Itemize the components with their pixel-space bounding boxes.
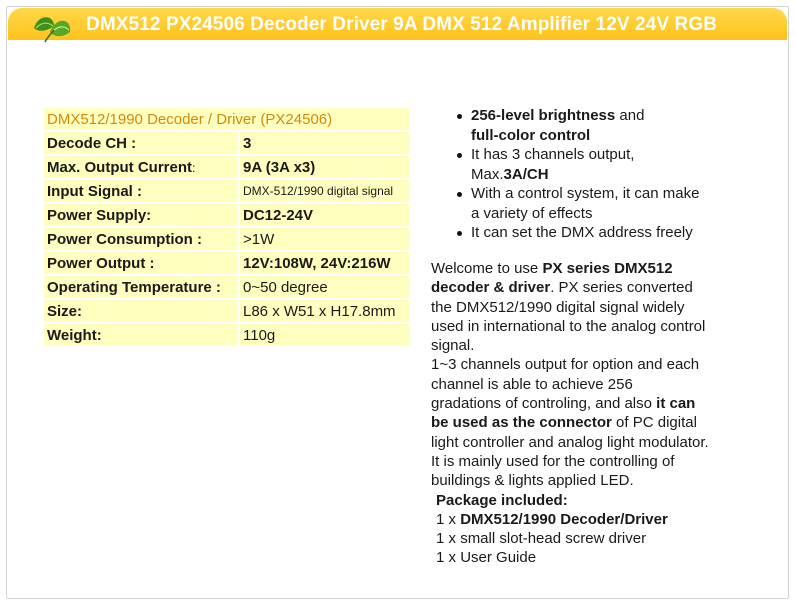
description-text: . PX series converted	[550, 279, 693, 297]
spec-value: L86 x W51 x H17.8mm	[240, 300, 410, 322]
spec-value: 0~50 degree	[240, 276, 410, 298]
spec-label: Decode CH :	[44, 132, 238, 154]
spec-label: Max. Output Current	[47, 158, 192, 176]
spec-label-cell	[44, 156, 238, 178]
description-text: of PC digital	[611, 414, 697, 432]
description-line: buildings & lights applied LED.	[431, 472, 634, 490]
feature-line	[471, 165, 754, 185]
spec-value: >1W	[240, 228, 410, 250]
list-item	[454, 145, 754, 184]
table-row	[44, 204, 410, 226]
package-item	[431, 548, 751, 567]
green-leaves-icon	[30, 12, 74, 46]
description-line	[431, 278, 751, 297]
list-item	[454, 106, 754, 145]
table-row	[44, 300, 410, 322]
description-highlight: be used as the connector	[431, 414, 612, 432]
package-item-name: DMX512/1990 Decoder/Driver	[460, 510, 668, 528]
description-line: channel is able to achieve 256	[431, 375, 633, 393]
feature-highlight: 3A/CH	[503, 165, 549, 183]
spec-table	[42, 106, 412, 348]
description-line: 1~3 channels output for option and each	[431, 356, 700, 374]
page-title: DMX512 PX24506 Decoder Driver 9A DMX 512 Amplifier 12V 24V RGB	[86, 14, 718, 35]
package-item-name: User Guide	[460, 549, 537, 567]
spec-value: 110g	[240, 324, 410, 346]
spec-label: Power Consumption :	[44, 228, 238, 250]
description-line	[431, 259, 751, 278]
description-line	[431, 413, 751, 432]
spec-label: Power Output :	[44, 252, 238, 274]
description-text: gradations of controling, and also	[431, 395, 657, 413]
feature-line: full-color control	[471, 126, 591, 144]
table-row	[44, 228, 410, 250]
package-qty: 1 x	[436, 549, 461, 567]
table-row	[44, 324, 410, 346]
description-line: used in international to the analog control	[431, 317, 706, 335]
feature-text: and	[615, 107, 645, 124]
package-title: Package included:	[436, 491, 568, 509]
spec-label: Power Supply:	[44, 204, 238, 226]
feature-line: a variety of effects	[471, 204, 593, 222]
package-qty: 1 x	[436, 510, 461, 528]
spec-table-heading: DMX512/1990 Decoder / Driver (PX24506)	[44, 108, 410, 130]
spec-label: Weight:	[44, 324, 238, 346]
spec-label: Size:	[44, 300, 238, 322]
feature-line: It can set the DMX address freely	[471, 224, 693, 241]
list-item	[454, 223, 754, 243]
package-item-name: small slot-head screw driver	[460, 530, 647, 548]
description-highlight: it can	[656, 395, 696, 413]
table-row	[44, 276, 410, 298]
spec-value: DMX-512/1990 digital signal	[240, 180, 410, 202]
spec-value: 3	[240, 132, 410, 154]
description-line: the DMX512/1990 digital signal widely	[431, 298, 685, 316]
table-row	[44, 180, 410, 202]
spec-label: Operating Temperature :	[44, 276, 238, 298]
table-row	[44, 156, 410, 178]
list-item	[454, 184, 754, 223]
package-item	[431, 510, 751, 529]
feature-list	[454, 106, 754, 243]
feature-line	[471, 106, 754, 126]
feature-line: With a control system, it can make	[471, 185, 700, 202]
feature-line: It has 3 channels output,	[471, 146, 635, 163]
table-row	[44, 132, 410, 154]
product-description	[431, 259, 751, 568]
description-highlight: PX series DMX512	[542, 260, 673, 277]
description-text: Welcome to use	[431, 260, 543, 277]
description-highlight: decoder & driver	[431, 279, 551, 297]
feature-highlight: 256-level brightness	[471, 107, 616, 124]
description-line: light controller and analog light modulator.	[431, 433, 709, 451]
description-line: It is mainly used for the controlling of	[431, 452, 675, 470]
spec-value: DC12-24V	[240, 204, 410, 226]
spec-table-heading-row	[44, 108, 410, 130]
spec-value: 12V:108W, 24V:216W	[240, 252, 410, 274]
package-qty: 1 x	[436, 530, 461, 548]
feature-text: Max.	[471, 165, 504, 183]
spec-label: Input Signal :	[44, 180, 238, 202]
spec-value: 9A (3A x3)	[240, 156, 410, 178]
description-line: signal.	[431, 337, 475, 355]
table-row	[44, 252, 410, 274]
package-item	[431, 529, 751, 548]
spec-label-suffix: :	[192, 160, 196, 175]
description-line	[431, 394, 751, 413]
